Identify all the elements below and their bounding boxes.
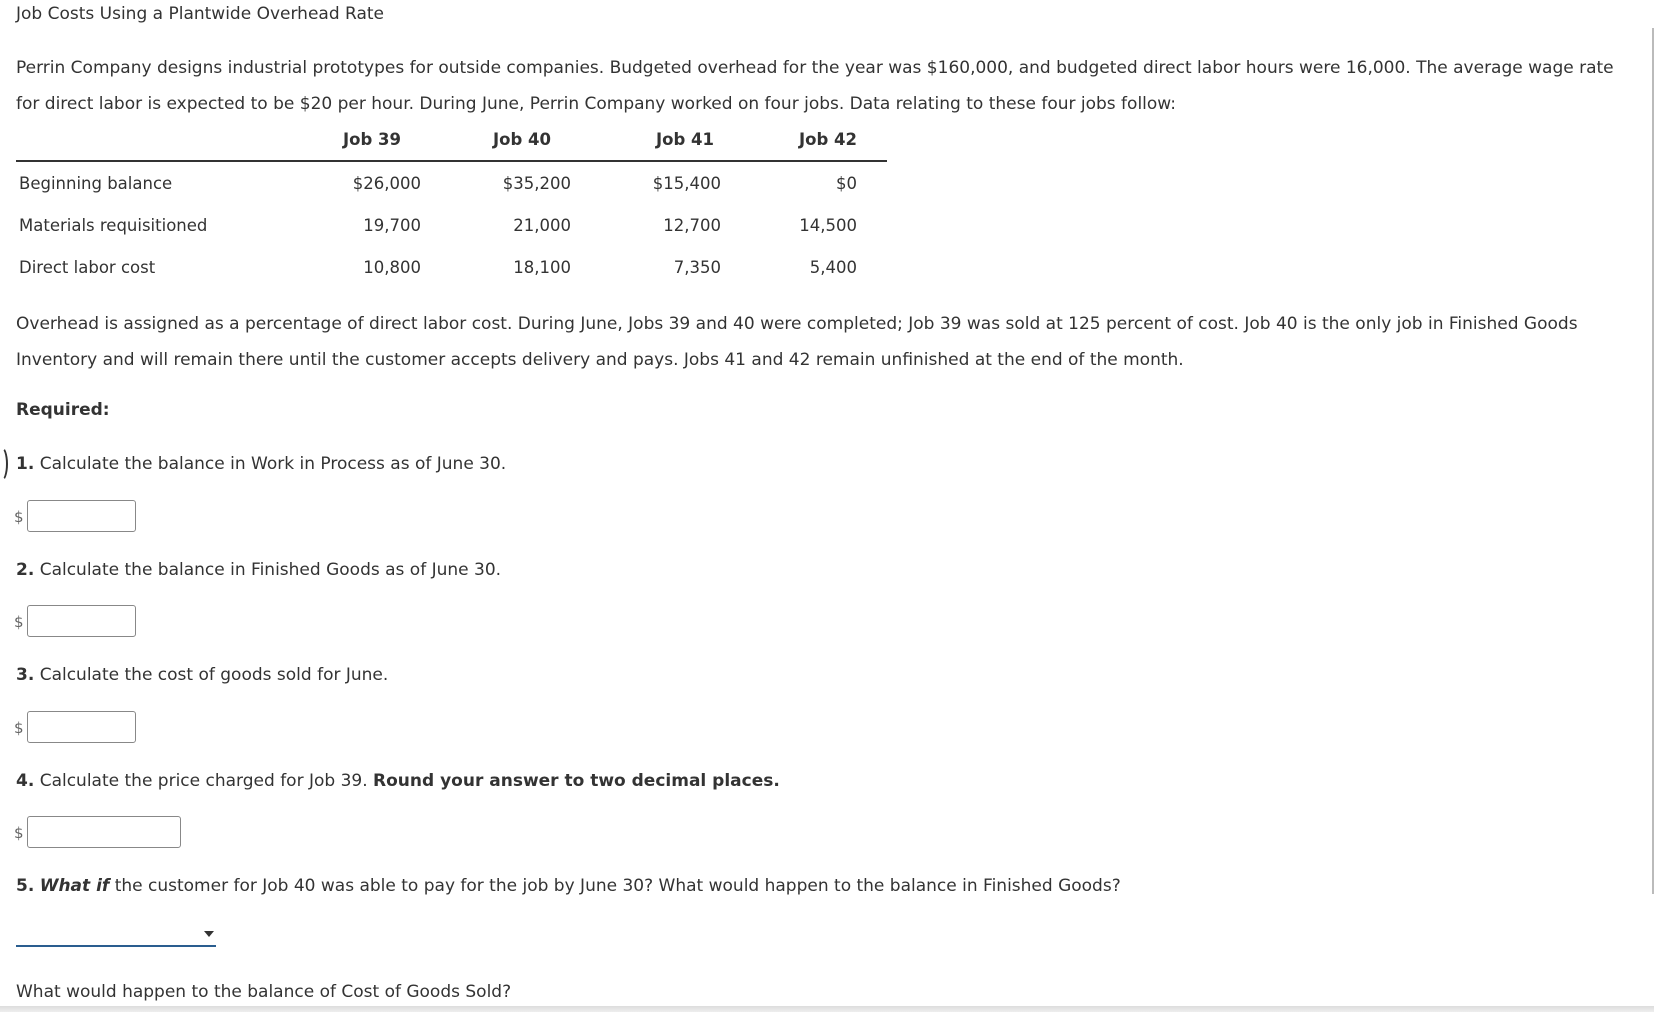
- finished-goods-effect-select[interactable]: [16, 927, 216, 947]
- question-number: 3.: [16, 665, 35, 685]
- cogs-input[interactable]: [27, 711, 136, 743]
- cell-value: 21,000: [513, 215, 571, 235]
- header-job-41: Job 41: [587, 130, 737, 161]
- horizontal-scrollbar[interactable]: [0, 1006, 1654, 1012]
- question-text: Calculate the price charged for Job 39.: [39, 771, 368, 791]
- header-job-39: Job 39: [301, 130, 437, 161]
- question-number: 4.: [16, 771, 35, 791]
- cell-value: $35,200: [502, 173, 571, 193]
- job-data-table: [16, 130, 887, 288]
- intro-paragraph: Perrin Company designs industrial prototypes for outside companies. Budgeted overhead for the year was $160,000, and budgeted direct labor hours were 16,000. The average wage rate for direct labor is expected to be $20 per hour. During June, Perrin Company worked on four jobs. Data relating to these four jobs follow:: [16, 58, 1614, 114]
- cell-value: 18,100: [513, 257, 571, 277]
- table-row: [16, 204, 887, 246]
- header-blank: [16, 130, 301, 161]
- currency-symbol: $: [14, 824, 24, 842]
- table-header-row: [16, 130, 887, 161]
- question-4: [16, 771, 780, 791]
- wip-balance-input[interactable]: [27, 500, 136, 532]
- question-cogs-effect: What would happen to the balance of Cost of Goods Sold?: [16, 982, 512, 1002]
- question-3: [16, 665, 388, 685]
- question-5: [16, 876, 1121, 896]
- chevron-down-icon: [204, 931, 214, 937]
- row-label: Materials requisitioned: [19, 215, 208, 235]
- cell-value: $0: [836, 173, 857, 193]
- finished-goods-input[interactable]: [27, 605, 136, 637]
- cell-value: 10,800: [363, 257, 421, 277]
- question-text: Calculate the balance in Work in Process as of June 30.: [39, 454, 507, 474]
- focus-indicator: [0, 446, 8, 482]
- what-if-label: What if: [39, 876, 110, 896]
- cell-value: 7,350: [673, 257, 721, 277]
- page-title: Job Costs Using a Plantwide Overhead Rate: [16, 4, 385, 24]
- question-number: 2.: [16, 560, 35, 580]
- cell-value: 5,400: [809, 257, 857, 277]
- cell-value: 14,500: [799, 215, 857, 235]
- cell-value: 12,700: [663, 215, 721, 235]
- question-2: [16, 560, 501, 580]
- question-text: the customer for Job 40 was able to pay for the job by June 30? What would happen to the balance in Finished Goods?: [114, 876, 1121, 896]
- header-job-40: Job 40: [437, 130, 587, 161]
- question-text: Calculate the balance in Finished Goods as of June 30.: [39, 560, 502, 580]
- rounding-instruction: Round your answer to two decimal places.: [373, 771, 780, 791]
- row-label: Beginning balance: [19, 173, 173, 193]
- table-row: [16, 161, 887, 204]
- cell-value: 19,700: [363, 215, 421, 235]
- row-label: Direct labor cost: [19, 257, 156, 277]
- question-1: [16, 454, 506, 474]
- cell-value: $26,000: [352, 173, 421, 193]
- overhead-paragraph: Overhead is assigned as a percentage of direct labor cost. During June, Jobs 39 and 40 were completed; Job 39 was sold at 125 percent of cost. Job 40 is the only job in Finished Goods Inventory and will remain there until the customer accepts delivery and pays. Jobs 41 and 42 remain unfinished at the end of the month.: [16, 314, 1578, 370]
- job-39-price-input[interactable]: [27, 816, 181, 848]
- question-text: Calculate the cost of goods sold for June.: [39, 665, 389, 685]
- required-heading: Required:: [16, 400, 110, 420]
- table-row: [16, 246, 887, 288]
- currency-symbol: $: [14, 508, 24, 526]
- cell-value: $15,400: [652, 173, 721, 193]
- header-job-42: Job 42: [737, 130, 887, 161]
- question-number: 5.: [16, 876, 35, 896]
- question-number: 1.: [16, 454, 35, 474]
- currency-symbol: $: [14, 613, 24, 631]
- currency-symbol: $: [14, 719, 24, 737]
